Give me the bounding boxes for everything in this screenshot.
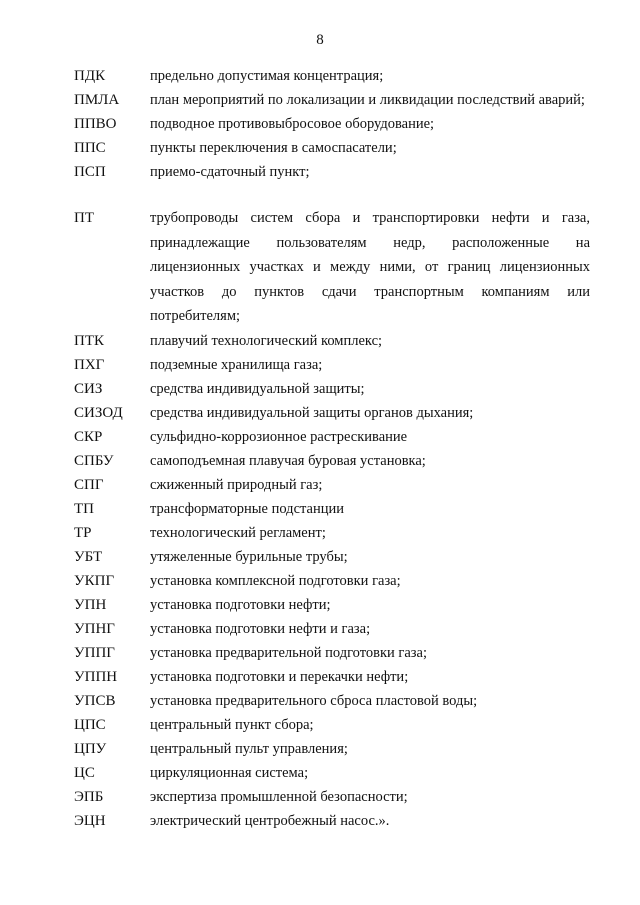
list-item [74, 136, 590, 160]
abbreviation-term: СИЗ [74, 380, 103, 397]
list-item [74, 665, 590, 689]
abbreviation-definition: установка предварительного сброса пластовой воды; [150, 692, 478, 709]
abbreviation-term: СИЗОД [74, 404, 123, 421]
abbreviation-term: ЦПУ [74, 740, 107, 757]
list-item [74, 593, 590, 617]
abbreviation-definition: сульфидно-коррозионное растрескивание [150, 428, 408, 445]
list-item [74, 641, 590, 665]
abbreviation-term: ТР [74, 524, 92, 541]
list-item [74, 545, 590, 569]
list-item [74, 761, 590, 785]
list-item [74, 785, 590, 809]
abbreviation-definition: план мероприятий по локализации и ликвидации последствий аварий; [150, 92, 585, 108]
abbreviation-definition: сжиженный природный газ; [150, 476, 323, 493]
abbreviation-term: СКР [74, 428, 103, 445]
abbreviation-definition: циркуляционная система; [150, 764, 309, 781]
list-item [74, 689, 590, 713]
abbreviation-term: ППВО [74, 116, 117, 132]
abbreviation-term: СПГ [74, 476, 104, 493]
abbreviation-definition: плавучий технологический комплекс; [150, 332, 383, 349]
abbreviation-term: ЭПБ [74, 788, 104, 805]
abbreviation-definition: трубопроводы систем сбора и транспортировки нефти и газа, принадлежащие пользователям недр, расположенные на лицензионных участках и между ними, от границ лицензионных участков до пунктов сдачи транспортным компаниям или потребителям; [150, 210, 590, 324]
list-item [74, 112, 590, 136]
abbreviation-definition: установка подготовки нефти и газа; [150, 620, 371, 637]
list-item [74, 497, 590, 521]
abbreviation-definition: предельно допустимая концентрация; [150, 68, 384, 84]
list-item [74, 88, 590, 112]
list-item [74, 425, 590, 449]
abbreviation-term: УПСВ [74, 692, 116, 709]
abbreviation-term: ПДК [74, 68, 106, 84]
abbreviation-definition: центральный пункт сбора; [150, 716, 314, 733]
abbreviation-term: СПБУ [74, 452, 114, 469]
abbreviation-list [74, 64, 590, 833]
abbreviation-definition: самоподъемная плавучая буровая установка; [150, 452, 426, 469]
abbreviation-term: ПМЛА [74, 92, 120, 108]
abbreviation-term: УППГ [74, 644, 115, 661]
abbreviation-definition: утяжеленные бурильные трубы; [150, 548, 348, 565]
list-item [74, 569, 590, 593]
abbreviation-term: ЭЦН [74, 812, 106, 829]
abbreviation-definition: центральный пульт управления; [150, 740, 348, 757]
abbreviation-term: ПХГ [74, 356, 105, 373]
abbreviation-definition: подземные хранилища газа; [150, 356, 323, 373]
list-item [74, 809, 590, 833]
abbreviation-definition: установка предварительной подготовки газа; [150, 644, 427, 661]
list-item [74, 64, 590, 88]
list-item [74, 713, 590, 737]
list-item [74, 329, 590, 353]
abbreviation-definition: подводное противовыбросовое оборудование; [150, 116, 435, 132]
abbreviation-term: ППС [74, 140, 106, 156]
abbreviation-term: ЦС [74, 764, 95, 781]
abbreviation-definition: установка подготовки и перекачки нефти; [150, 668, 409, 685]
abbreviation-term: ПТК [74, 332, 104, 349]
abbreviation-term: УКПГ [74, 572, 115, 589]
abbreviation-definition: средства индивидуальной защиты; [150, 380, 365, 397]
list-item [74, 617, 590, 641]
abbreviation-term: ПТ [74, 210, 94, 226]
list-item [74, 737, 590, 761]
list-item [74, 160, 590, 184]
abbreviation-term: УППН [74, 668, 118, 685]
abbreviation-definition: приемо-сдаточный пункт; [150, 164, 310, 180]
abbreviation-term: ЦПС [74, 716, 106, 733]
abbreviation-definition: технологический регламент; [150, 524, 326, 541]
abbreviation-term: ПСП [74, 164, 106, 180]
list-item [74, 353, 590, 377]
abbreviation-definition: пункты переключения в самоспасатели; [150, 140, 397, 156]
abbreviation-definition: средства индивидуальной защиты органов дыхания; [150, 404, 474, 421]
list-item [74, 401, 590, 425]
abbreviation-definition: экспертиза промышленной безопасности; [150, 788, 408, 805]
page-number: 8 [316, 32, 324, 48]
abbreviation-definition: электрический центробежный насос.». [150, 812, 390, 829]
abbreviation-term: УПН [74, 596, 107, 613]
abbreviation-term: ТП [74, 500, 94, 517]
list-item [74, 449, 590, 473]
list-item [74, 377, 590, 401]
abbreviation-definition: установка комплексной подготовки газа; [150, 572, 401, 589]
abbreviation-definition: трансформаторные подстанции [150, 500, 344, 517]
list-item [74, 206, 590, 329]
list-item [74, 473, 590, 497]
abbreviation-term: УБТ [74, 548, 103, 565]
abbreviation-definition: установка подготовки нефти; [150, 596, 331, 613]
list-item [74, 521, 590, 545]
abbreviation-term: УПНГ [74, 620, 115, 637]
